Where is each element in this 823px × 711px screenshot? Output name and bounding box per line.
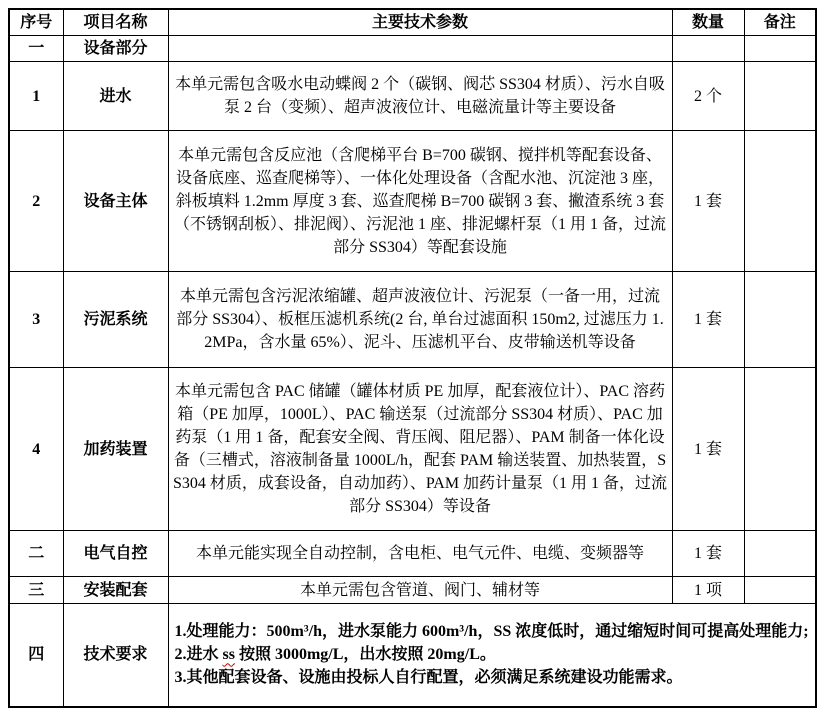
- tech-line-text: 1.处理能力：500m³/h，进水泵能力 600m³/h，SS 浓度低时，通过缩短时间可提高处理能力;: [174, 623, 809, 641]
- table-row: [9, 272, 816, 368]
- serial-number-cell: 2: [9, 131, 63, 272]
- quantity-cell: 1 项: [672, 577, 744, 604]
- item-name-cell: 污泥系统: [63, 272, 168, 368]
- serial-number-cell: 1: [9, 62, 63, 131]
- table-row: [9, 62, 816, 131]
- table-row: [9, 131, 816, 272]
- serial-number-cell: 3: [9, 272, 63, 368]
- table-row: [9, 36, 816, 62]
- remark-cell: [744, 36, 816, 62]
- document-page: [0, 8, 823, 711]
- table-row: [9, 604, 816, 707]
- quantity-cell: 1 套: [672, 131, 744, 272]
- item-name-cell: 安装配套: [63, 577, 168, 604]
- remark-cell: [744, 577, 816, 604]
- tech-line-text: 按照 3000mg/L，出水按照 20mg/L。: [234, 646, 496, 664]
- tech-line: [175, 666, 810, 689]
- tech-params-cell: 本单元需包含 PAC 储罐（罐体材质 PE 加厚，配套液位计）、PAC 溶药箱（PE 加厚，1000L）、PAC 输送泵（过流部分 SS304 材质）、PAC 加药泵（1 用 1 备，配套安全阀、背压阀、阻尼器）、PAM 制备一体化设备（三槽式，溶液制备量 1000L/h，配套 PAM 输送装置、加热装置，SS304 材质，成套设备，自动加药）、PAM 加药计量泵（1 用 1 备，过流部分 SS304）等设备: [168, 368, 672, 531]
- table-row: [9, 368, 816, 531]
- quantity-cell: 1 套: [672, 531, 744, 577]
- serial-number-cell: 四: [9, 604, 63, 707]
- remark-cell: [744, 131, 816, 272]
- remark-cell: [744, 62, 816, 131]
- tech-params-cell: 本单元需包含反应池（含爬梯平台 B=700 碳钢、搅拌机等配套设备、设备底座、巡查爬梯等）、一体化处理设备（含配水池、沉淀池 3 座，斜板填料 1.2mm 厚度 3 套、巡查爬梯 B=700 碳钢 3 套、撇渣系统 3 套（不锈钢刮板）、排泥阀）、污泥池 1 座、排泥螺杆泵（1 用 1 备，过流部分 SS304）等配套设施: [168, 131, 672, 272]
- column-header: 数量: [672, 9, 744, 36]
- table-row: [9, 577, 816, 604]
- header-row: [9, 9, 816, 36]
- item-name-cell: 电气自控: [63, 531, 168, 577]
- tech-line-text: 3.其他配套设备、设施由投标人自行配置，必须满足系统建设功能需求。: [174, 669, 683, 687]
- remark-cell: [744, 368, 816, 531]
- tech-params-cell: 本单元能实现全自动控制，含电柜、电气元件、电缆、变频器等: [168, 531, 672, 577]
- quantity-cell: 2 个: [672, 62, 744, 131]
- serial-number-cell: 一: [9, 36, 63, 62]
- tech-line: [175, 643, 810, 666]
- tech-line: [175, 620, 810, 643]
- serial-number-cell: 二: [9, 531, 63, 577]
- item-name-cell: 技术要求: [63, 604, 168, 707]
- item-name-cell: 设备部分: [63, 36, 168, 62]
- item-name-cell: 设备主体: [63, 131, 168, 272]
- tech-params-cell: 本单元需包含管道、阀门、辅材等: [168, 577, 672, 604]
- serial-number-cell: 三: [9, 577, 63, 604]
- tech-requirements-cell: [168, 604, 816, 707]
- column-header: 项目名称: [63, 9, 168, 36]
- quantity-cell: [672, 36, 744, 62]
- spec-table: [8, 8, 817, 708]
- quantity-cell: 1 套: [672, 272, 744, 368]
- misspelled-word: ss: [222, 646, 235, 664]
- tech-params-cell: 本单元需包含吸水电动蝶阀 2 个（碳钢、阀芯 SS304 材质）、污水自吸泵 2 台（变频）、超声波液位计、电磁流量计等主要设备: [168, 62, 672, 131]
- column-header: 主要技术参数: [168, 9, 672, 36]
- tech-line-text: 2.进水: [174, 646, 223, 664]
- tech-params-cell: 本单元需包含污泥浓缩罐、超声波液位计、污泥泵（一备一用，过流部分 SS304）、板框压滤机系统(2 台, 单台过滤面积 150m2, 过滤压力 1.2MPa，含水量 65%）、泥斗、压滤机平台、皮带输送机等设备: [168, 272, 672, 368]
- item-name-cell: 加药装置: [63, 368, 168, 531]
- serial-number-cell: 4: [9, 368, 63, 531]
- remark-cell: [744, 531, 816, 577]
- quantity-cell: 1 套: [672, 368, 744, 531]
- item-name-cell: 进水: [63, 62, 168, 131]
- table-row: [9, 531, 816, 577]
- table-body: [9, 36, 816, 707]
- column-header: 备注: [744, 9, 816, 36]
- column-header: 序号: [9, 9, 63, 36]
- remark-cell: [744, 272, 816, 368]
- tech-params-cell: [168, 36, 672, 62]
